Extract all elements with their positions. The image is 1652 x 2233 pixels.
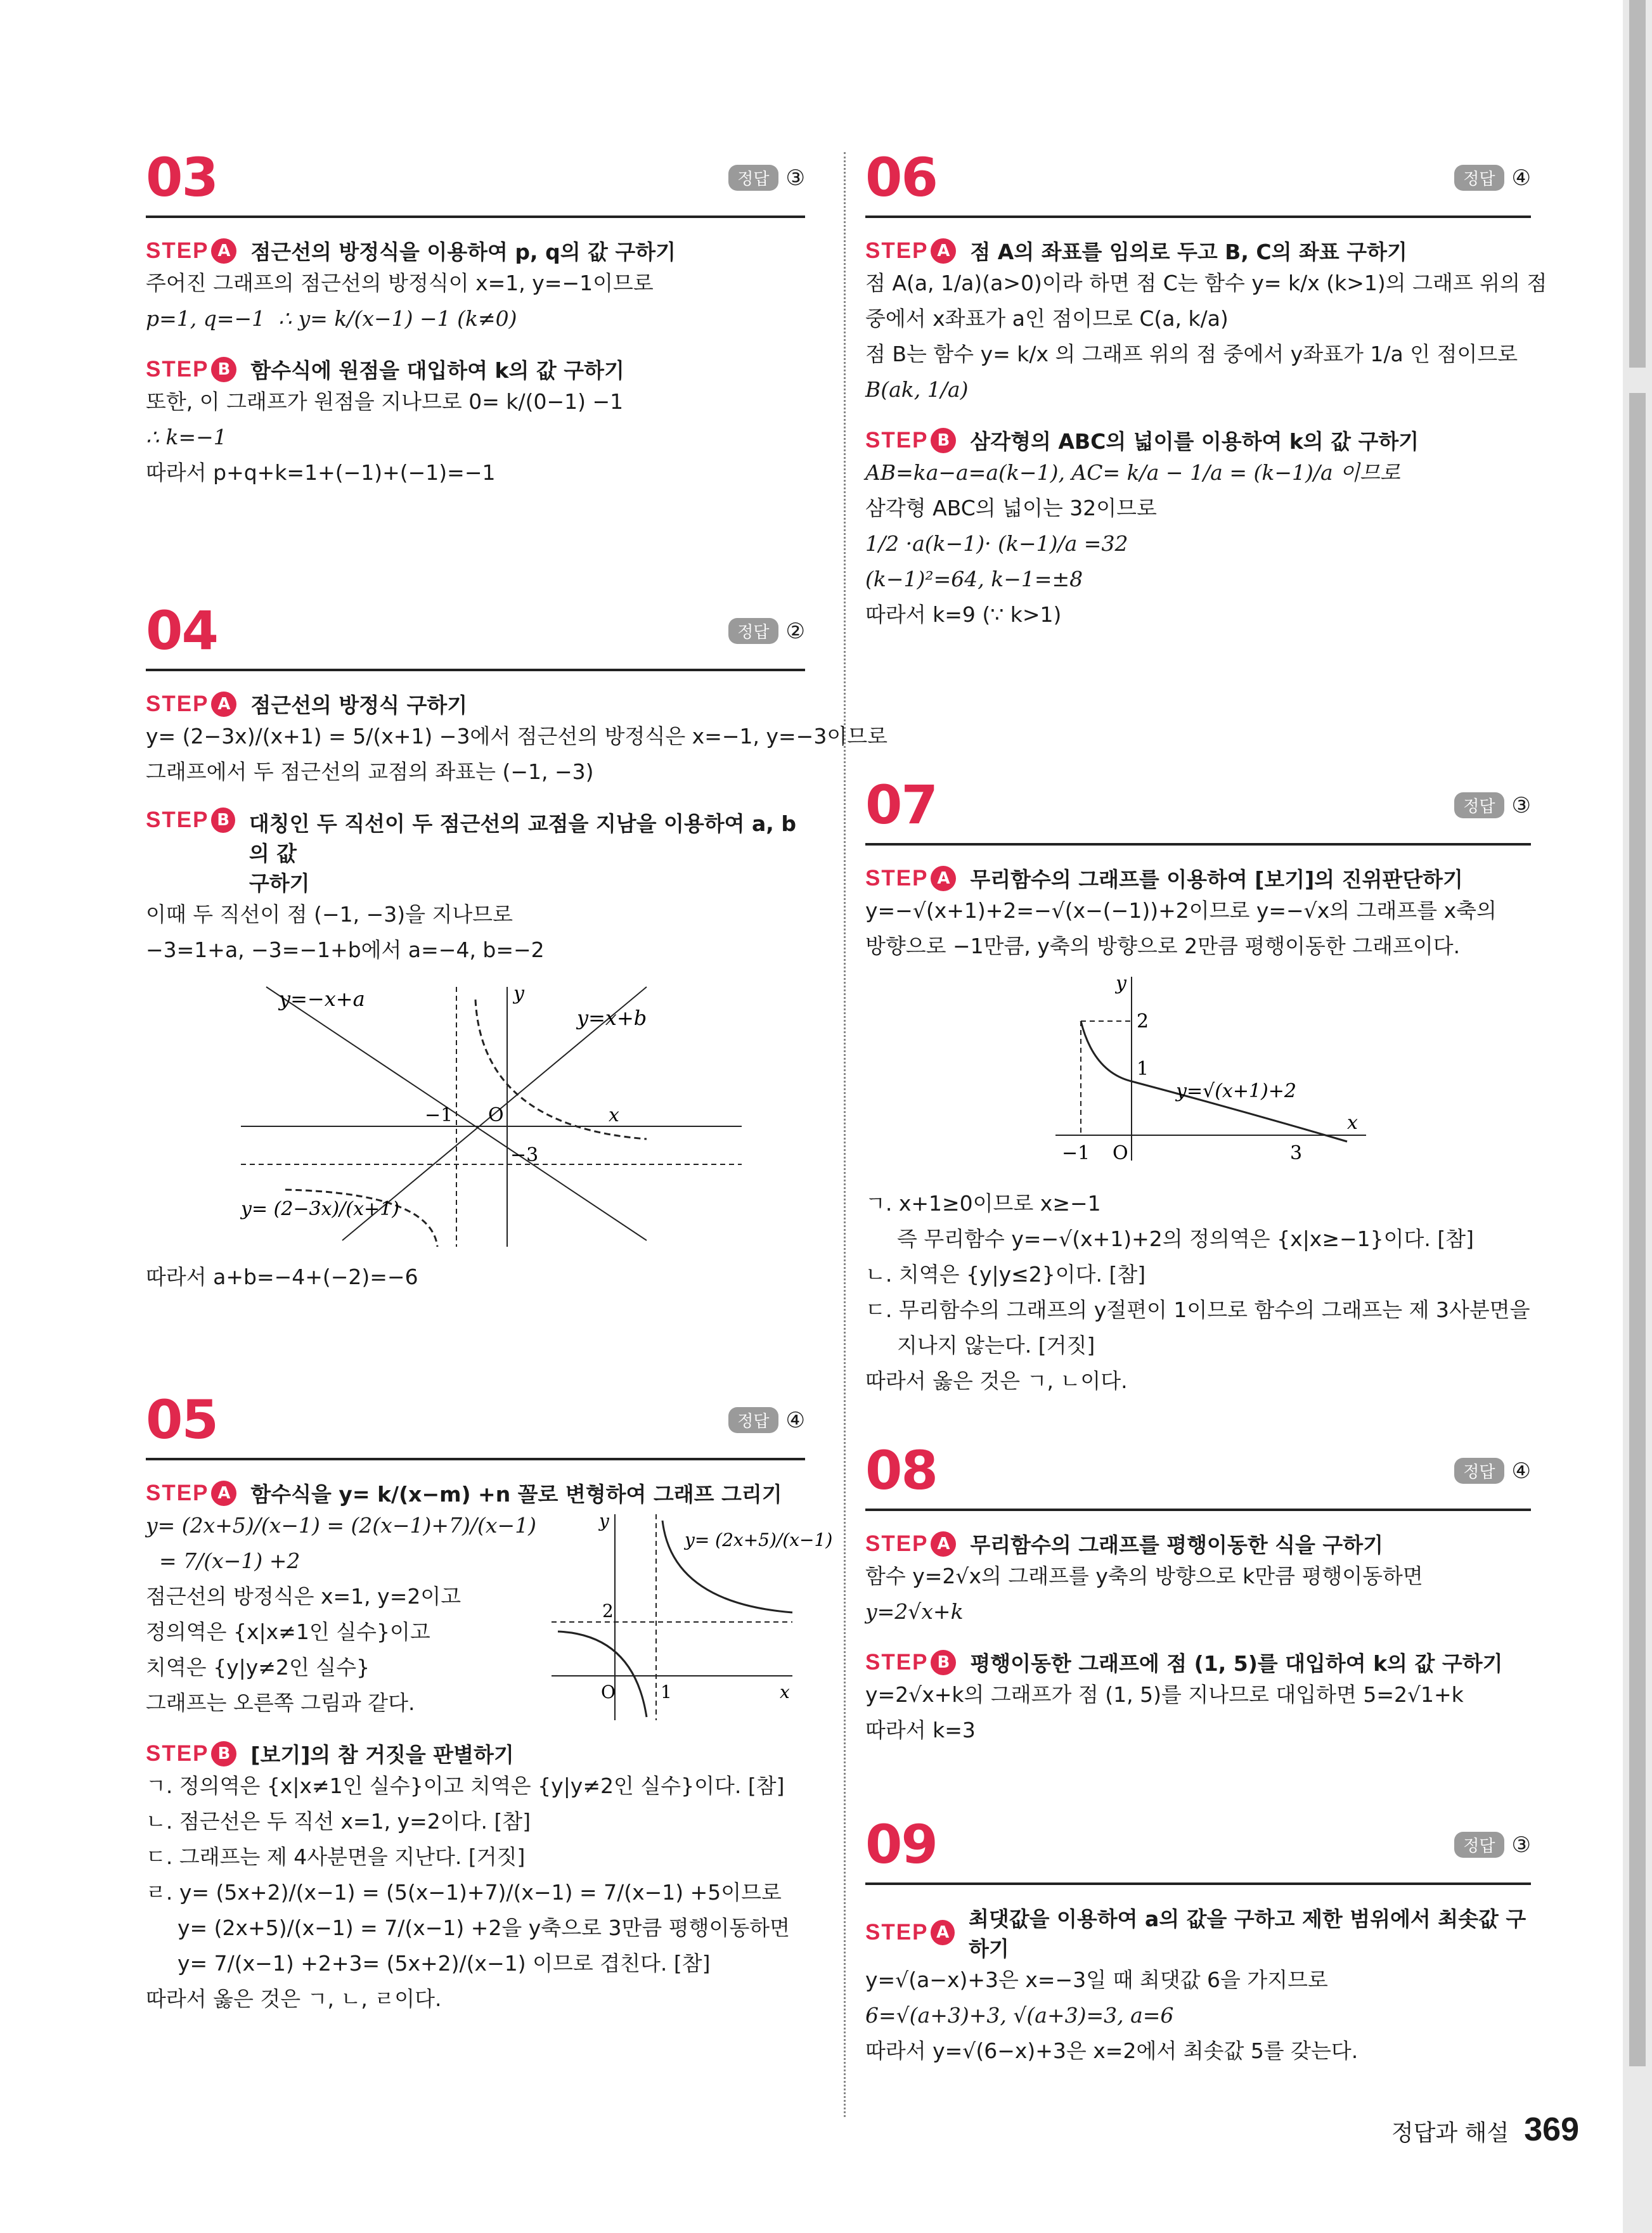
curve-label: y= (2x+5)/(x−1) (685, 1529, 833, 1550)
text-line: ㄹ. y= (5x+2)/(x−1) = (5(x−1)+7)/(x−1) = 7/(x−1) +5이므로 (146, 1880, 782, 1905)
edge-mark-bottom (1629, 393, 1646, 2066)
answer-badge (1454, 1832, 1531, 1858)
section-05 (146, 1388, 833, 2017)
problem-number: 04 (146, 600, 217, 662)
math-line: 1/2 ·a(k−1)· (k−1)/a =32 (865, 531, 1128, 556)
text-line: ㄷ. 그래프는 제 4사분면을 지난다. [거짓] (146, 1844, 526, 1869)
text-line: 주어진 그래프의 점근선의 방정식이 x=1, y=−1이므로 (146, 271, 654, 295)
text-line: 점근선의 방정식은 x=1, y=2이고 (146, 1584, 461, 1609)
section-header (146, 599, 805, 671)
answer-badge (1454, 792, 1531, 818)
step-a-body (146, 1508, 833, 1721)
problem-number: 06 (865, 146, 937, 209)
text-line: 또한, 이 그래프가 원점을 지나므로 0= k/(0−1) −1 (146, 389, 624, 414)
text-line: ㄱ. 정의역은 {x|x≠1인 실수}이고 치역은 {y|y≠2인 실수}이다. [참] (146, 1773, 785, 1798)
text-line: 그래프는 오른쪽 그림과 같다. (146, 1690, 415, 1715)
answer-tag: 정답 (1454, 165, 1504, 191)
math-line: = 7/(x−1) +2 (146, 1548, 300, 1573)
tick-label: −1 (1062, 1142, 1090, 1164)
step-a-heading: STEP A 무리함수의 그래프를 평행이동한 식을 구하기 (865, 1531, 1384, 1557)
page-number: 369 (1524, 2111, 1579, 2148)
text-line: 함수 y=2√x의 그래프를 y축의 방향으로 k만큼 평행이동하면 (865, 1564, 1423, 1588)
tick-label: −1 (425, 1104, 453, 1126)
tick-label: −3 (510, 1144, 539, 1166)
conclusion: 따라서 k=9 (∵ k>1) (865, 602, 1062, 627)
step-a-heading: STEP A 함수식을 y= k/(x−m) +n 꼴로 변형하여 그래프 그리기 (146, 1480, 782, 1507)
x-axis-label: x (1347, 1112, 1358, 1134)
text-line: 점 B는 함수 y= k/x 의 그래프 위의 점 중에서 y좌표가 1/a 인 점이므로 (865, 342, 1518, 366)
step-a-heading: STEP A 점 A의 좌표를 임의로 두고 B, C의 좌표 구하기 (865, 238, 1407, 264)
footer-title: 정답과 해설 (1391, 2120, 1509, 2146)
text-line: y= (2−3x)/(x+1) = 5/(x+1) −3에서 점근선의 방정식은 x=−1, y=−3이므로 (146, 724, 887, 749)
y-axis-label: y (599, 1510, 609, 1531)
text-line: 따라서 p+q+k=1+(−1)+(−1)=−1 (146, 460, 496, 485)
origin-label: O (1113, 1142, 1128, 1164)
answer-value: ④ (1511, 165, 1531, 191)
tick-label: 1 (1137, 1058, 1149, 1080)
answer-badge (1454, 1458, 1531, 1484)
problem-number: 08 (865, 1439, 937, 1502)
math-line: (k−1)²=64, k−1=±8 (865, 567, 1083, 591)
text-line: ㄷ. 무리함수의 그래프의 y절편이 1이므로 함수의 그래프는 제 3사분면을 (865, 1297, 1530, 1322)
text-line: 이때 두 직선이 점 (−1, −3)을 지나므로 (146, 902, 513, 927)
section-04 (146, 599, 887, 1295)
text-line: y=√(a−x)+3은 x=−3일 때 최댓값 6을 가지므로 (865, 1967, 1328, 1992)
answer-badge (728, 165, 805, 191)
answer-value: ④ (785, 1407, 805, 1433)
origin-label: O (601, 1682, 616, 1702)
text-line: y= 7/(x−1) +2+3= (5x+2)/(x−1) 이므로 겹친다. [참] (177, 1951, 711, 1976)
math-line: 6=√(a+3)+3, √(a+3)=3, a=6 (865, 2003, 1174, 2028)
conclusion: 따라서 옳은 것은 ㄱ, ㄴ이다. (865, 1368, 1128, 1393)
text-line: −3=1+a, −3=−1+b에서 a=−4, b=−2 (146, 937, 545, 962)
answer-value: ② (785, 618, 805, 644)
step-b-heading: STEP B 삼각형의 ABC의 넓이를 이용하여 k의 값 구하기 (865, 427, 1419, 454)
tick-label: 2 (1137, 1010, 1149, 1033)
text-line: y= (2x+5)/(x−1) = 7/(x−1) +2을 y축으로 3만큼 평행이동하면 (177, 1915, 790, 1940)
edge-mark-top (1629, 0, 1646, 368)
text-line: 그래프에서 두 점근선의 교점의 좌표는 (−1, −3) (146, 759, 594, 784)
conclusion: 따라서 옳은 것은 ㄱ, ㄴ, ㄹ이다. (146, 1986, 442, 2011)
text-line: y=−√(x+1)+2=−√(x−(−1))+2이므로 y=−√x의 그래프를 x축의 (865, 898, 1497, 923)
text-line: ㄴ. 점근선은 두 직선 x=1, y=2이다. [참] (146, 1809, 531, 1834)
answer-tag: 정답 (1454, 792, 1504, 818)
conclusion: 따라서 y=√(6−x)+3은 x=2에서 최솟값 5를 갖는다. (865, 2038, 1358, 2063)
answer-tag: 정답 (728, 1407, 778, 1433)
curve-label: y=√(x+1)+2 (1176, 1080, 1296, 1102)
step-b-heading: STEP B 대칭인 두 직선이 두 점근선의 교점을 지남을 이용하여 a, b의 값 구하기 (146, 808, 796, 896)
section-header (146, 146, 805, 218)
conclusion: 따라서 k=3 (865, 1718, 976, 1742)
text-line: 삼각형 ABC의 넓이는 32이므로 (865, 496, 1157, 520)
problem-number: 09 (865, 1813, 937, 1876)
step-a-heading: STEP A 무리함수의 그래프를 이용하여 [보기]의 진위판단하기 (865, 865, 1463, 892)
text-line: 치역은 {y|y≠2인 실수} (146, 1655, 370, 1680)
curve-label: y= (2−3x)/(x+1) (241, 1198, 399, 1220)
text-line: ㄴ. 치역은 {y|y≤2}이다. [참] (865, 1262, 1146, 1287)
text-line: ㄱ. x+1≥0이므로 x≥−1 (865, 1191, 1101, 1216)
text-line: 지나지 않는다. [거짓] (897, 1333, 1095, 1358)
conclusion: 따라서 a+b=−4+(−2)=−6 (146, 1265, 418, 1289)
section-header (865, 146, 1531, 218)
section-header (865, 1439, 1531, 1511)
y-axis-label: y (513, 982, 524, 1005)
step-a-heading: STEP A 점근선의 방정식을 이용하여 p, q의 값 구하기 (146, 238, 676, 264)
x-axis-label: x (780, 1682, 790, 1702)
answer-badge (728, 618, 805, 644)
problem-number: 05 (146, 1389, 217, 1451)
hyperbola-graph (539, 1508, 833, 1723)
sqrt-graph (1049, 970, 1379, 1173)
tick-label: 1 (661, 1682, 672, 1702)
section-07 (865, 773, 1531, 1399)
math-line: ∴ k=−1 (146, 425, 227, 449)
answer-tag: 정답 (728, 165, 778, 191)
answer-value: ④ (1511, 1458, 1531, 1484)
tick-label: 3 (1290, 1142, 1303, 1164)
answer-value: ③ (1511, 1832, 1531, 1858)
text-line: 정의역은 {x|x≠1인 실수}이고 (146, 1619, 430, 1644)
answer-value: ③ (785, 165, 805, 191)
math-line: y= (2x+5)/(x−1) = (2(x−1)+7)/(x−1) (146, 1513, 537, 1538)
math-line: y=2√x+k (865, 1599, 964, 1624)
section-03 (146, 146, 805, 491)
y-axis-label: y (1116, 972, 1126, 994)
math-line: B(ak, 1/a) (865, 377, 969, 402)
x-axis-label: x (609, 1104, 619, 1126)
step-a-heading: STEP A 점근선의 방정식 구하기 (146, 691, 468, 718)
line-label-1: y=−x+a (279, 987, 365, 1011)
line-label-2: y=x+b (577, 1006, 647, 1030)
problem-number: 07 (865, 774, 937, 836)
section-header (146, 1388, 805, 1460)
text-line: 방향으로 −1만큼, y축의 방향으로 2만큼 평행이동한 그래프이다. (865, 934, 1461, 958)
tick-label: 2 (602, 1600, 614, 1621)
answer-value: ③ (1511, 792, 1531, 818)
text-line: 즉 무리함수 y=−√(x+1)+2의 정의역은 {x|x≥−1}이다. [참] (897, 1226, 1474, 1251)
answer-badge (728, 1407, 805, 1433)
section-09 (865, 1813, 1531, 2069)
text-line: 중에서 x좌표가 a인 점이므로 C(a, k/a) (865, 306, 1229, 331)
answer-tag: 정답 (1454, 1458, 1504, 1484)
section-06 (865, 146, 1547, 633)
section-header (865, 1813, 1531, 1885)
text-line: y=2√x+k의 그래프가 점 (1, 5)를 지나므로 대입하면 5=2√1+k (865, 1682, 1464, 1707)
math-line: p=1, q=−1 ∴ y= k/(x−1) −1 (k≠0) (146, 306, 517, 331)
answer-badge (1454, 165, 1531, 191)
step-b-heading: STEP B [보기]의 참 거짓을 판별하기 (146, 1741, 514, 1767)
step-b-heading: STEP B 함수식에 원점을 대입하여 k의 값 구하기 (146, 356, 624, 383)
math-line: AB=ka−a=a(k−1), AC= k/a − 1/a = (k−1)/a 이므로 (865, 460, 1400, 485)
column-divider (844, 152, 846, 2117)
answer-tag: 정답 (1454, 1832, 1504, 1858)
answer-tag: 정답 (728, 618, 778, 644)
section-08 (865, 1439, 1531, 1748)
page-footer (1391, 2111, 1579, 2149)
section-header (865, 773, 1531, 846)
step-a-heading: STEP A 최댓값을 이용하여 a의 값을 구하고 제한 범위에서 최솟값 구하기 (865, 1907, 1526, 1961)
text-line: 점 A(a, 1/a)(a>0)이라 하면 점 C는 함수 y= k/x (k>1)의 그래프 위의 점 (865, 271, 1547, 295)
origin-label: O (488, 1104, 504, 1126)
step-b-heading: STEP B 평행이동한 그래프에 점 (1, 5)를 대입하여 k의 값 구하기 (865, 1649, 1503, 1676)
problem-number: 03 (146, 146, 217, 209)
page-edge-strip (1623, 0, 1652, 2233)
asymptote-graph (203, 974, 773, 1253)
